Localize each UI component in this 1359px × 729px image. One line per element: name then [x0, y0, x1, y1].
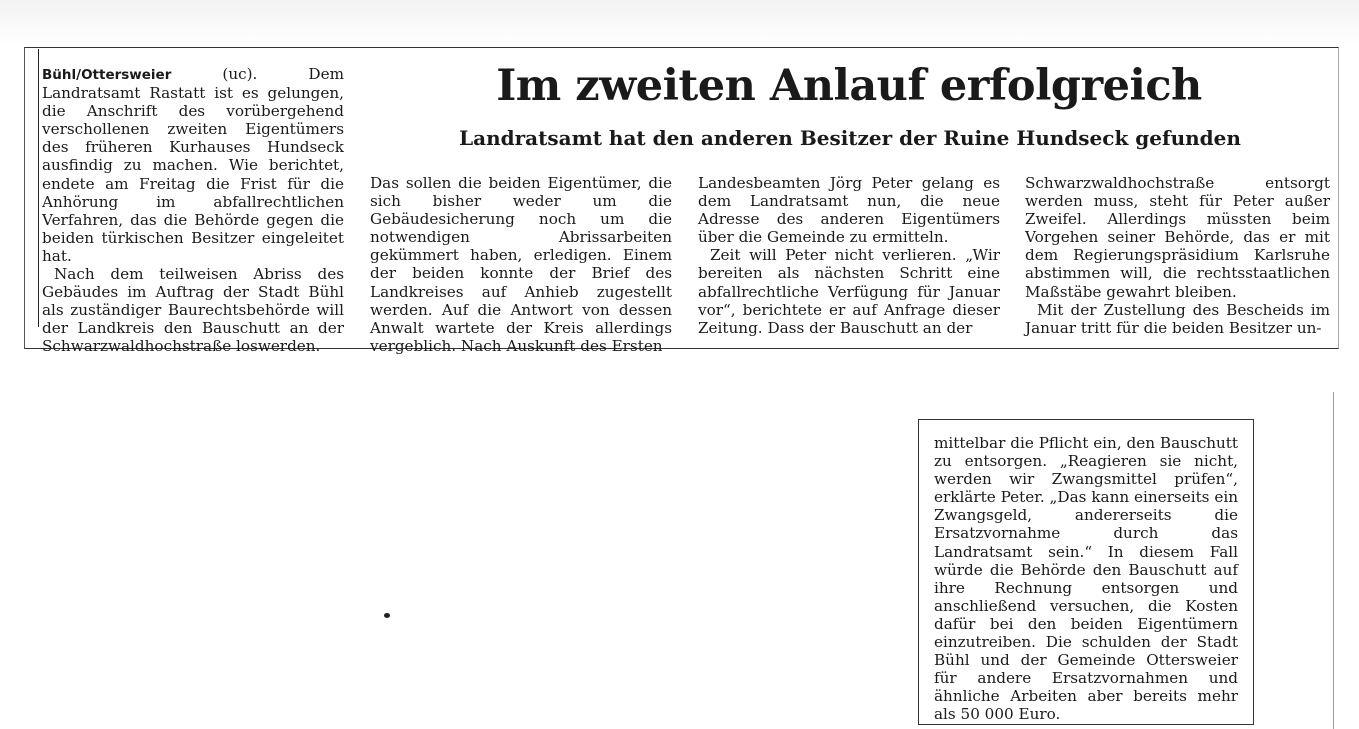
- column-3: [698, 174, 1000, 337]
- page-edge: [1333, 392, 1334, 729]
- article-subheadline: Landratsamt hat den anderen Besitzer der Ruine Hundseck gefunden: [459, 126, 1241, 150]
- column-4-paragraph-1: Schwarzwaldhochstraße entsorgt werden muss, steht für Peter außer Zweifel. Allerdings müssten beim Vorgehen seiner Behörde, das er mit dem Regierungspräsidium Karlsruhe abstimmen will, die rechtsstaatlichen Maßstäbe gewahrt bleiben.: [1025, 174, 1330, 301]
- continuation-text: mittelbar die Pflicht ein, den Bauschutt zu entsorgen. „Reagieren sie nicht, werden wir Zwangsmittel prüfen“, erklärte Peter. „Das kann einerseits ein Zwangsgeld, andererseits die Ersatzvornahme durch das Landratsamt sein.“ In diesem Fall würde die Behörde den Bauschutt auf ihre Rechnung entsorgen und anschließend versuchen, die Kosten dafür bei den beiden Eigentümern einzutreiben. Die schulden der Stadt Bühl und der Gemeinde Ottersweier für andere Ersatzvornahmen und ähnliche Arbeiten aber bereits mehr als 50 000 Euro.: [934, 434, 1238, 724]
- column-3-paragraph-2: Zeit will Peter nicht verlieren. „Wir bereiten als nächsten Schritt eine abfallrechtliche Verfügung für Januar vor“, berichtete er auf Anfrage dieser Zeitung. Dass der Bauschutt an der: [698, 246, 1000, 337]
- scan-speck: [384, 613, 390, 618]
- lead-paragraph: [42, 65, 344, 265]
- scan-shadow: [0, 0, 1359, 44]
- column-1-paragraph-2: Nach dem teilweisen Abriss des Gebäudes im Auftrag der Stadt Bühl als zuständiger Baurechtsbehörde will der Landkreis den Bauschutt an der Schwarzwaldhochstraße loswerden.: [42, 265, 344, 356]
- column-2: [370, 174, 672, 355]
- column-1: [42, 65, 344, 356]
- dateline: Bühl/Ottersweier: [42, 67, 172, 83]
- lead-text: (uc). Dem Landratsamt Rastatt ist es gelungen, die Anschrift des vorübergehend verschollenen zweiten Eigentümers des früheren Kurhauses Hundseck ausfindig zu machen. Wie berichtet, endete am Freitag die Frist für die Anhörung im abfallrechtlichen Verfahren, das die Behörde gegen die beiden türkischen Besitzer eingeleitet hat.: [42, 65, 344, 265]
- column-4: [1025, 174, 1330, 337]
- column-4-paragraph-2: Mit der Zustellung des Bescheids im Januar tritt für die beiden Besitzer un-: [1025, 300, 1330, 337]
- column-3-paragraph-1: Landesbeamten Jörg Peter gelang es dem Landratsamt nun, die neue Adresse des anderen Eigentümers über die Gemeinde zu ermitteln.: [698, 174, 1000, 247]
- article-headline: Im zweiten Anlauf erfolgreich: [496, 61, 1202, 111]
- column-2-paragraph-1: Das sollen die beiden Eigentümer, die sich bisher weder um die Gebäudesicherung noch um die notwendigen Abrissarbeiten gekümmert haben, erledigen. Einem der beiden konnte der Brief des Landkreises auf Anhieb zugestellt werden. Auf die Antwort von dessen Anwalt wartete der Kreis allerdings vergeblich. Nach Auskunft des Ersten: [370, 174, 672, 355]
